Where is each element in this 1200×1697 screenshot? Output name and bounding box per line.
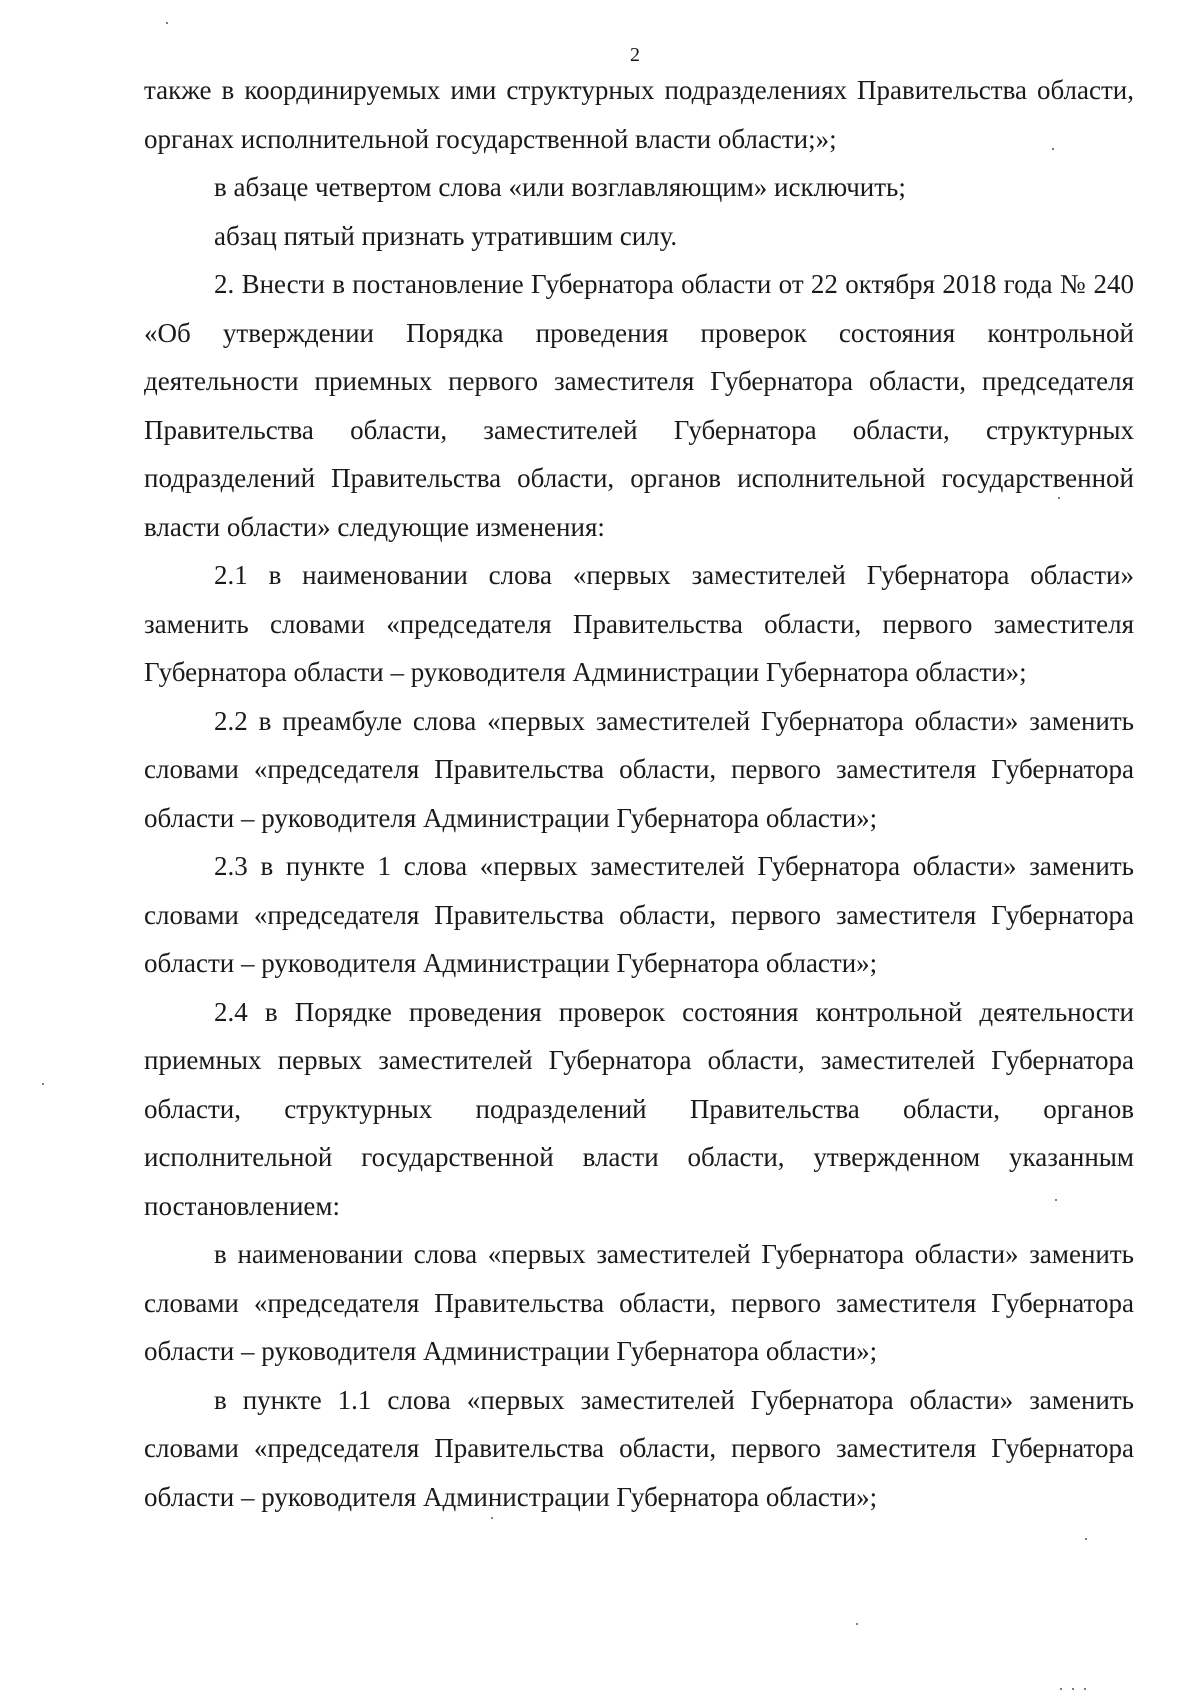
scan-speck xyxy=(1072,1688,1074,1690)
paragraph-clause-1-1: в пункте 1.1 слова «первых заместителей Губернатора области» заменить словами «председателя Правительства области, первого заместителя Губернатора области – руководителя Администрации Губернатора области»; xyxy=(144,1384,1134,1512)
paragraph-title-change: в наименовании слова «первых заместителей Губернатора области» заменить словами «председателя Правительства области, первого заместителя Губернатора области – руководителя Администрации Губернатора области»; xyxy=(144,1239,1134,1366)
document-body xyxy=(144,66,1134,1521)
paragraph-item-2-1: 2.1 в наименовании слова «первых заместителей Губернатора области» заменить словами «председателя Правительства области, первого заместителя Губернатора области – руководителя Администрации Губернатора области»; xyxy=(144,560,1134,687)
scan-speck xyxy=(42,1083,44,1085)
paragraph-item-2-4: 2.4 в Порядке проведения проверок состояния контрольной деятельности приемных первых заместителей Губернатора области, заместителей Губернатора области, структурных подразделений Правительства области, органов исполнительной государственной власти области, утвержденном указанным постановлением: xyxy=(144,996,1134,1221)
page-number: 2 xyxy=(630,44,640,66)
paragraph-continuation: также в координируемых ими структурных подразделениях Правительства области, органах исполнительной государственной власти области;»; xyxy=(144,75,1134,154)
scan-speck xyxy=(1058,497,1060,499)
scan-speck xyxy=(1055,1199,1057,1201)
paragraph-abzac-5: абзац пятый признать утратившим силу. xyxy=(214,220,678,251)
paragraph-item-2-3: 2.3 в пункте 1 слова «первых заместителей Губернатора области» заменить словами «председателя Правительства области, первого заместителя Губернатора области – руководителя Администрации Губернатора области»; xyxy=(144,851,1134,978)
scan-speck xyxy=(1052,148,1054,150)
scan-speck xyxy=(856,1623,858,1625)
paragraph-item-2: 2. Внести в постановление Губернатора области от 22 октября 2018 года № 240 «Об утверждении Порядка проведения проверок состояния контрольной деятельности приемных первого заместителя Губернатора области, председателя Правительства области, заместителей Губернатора области, структурных подразделений Правительства области, органов исполнительной государственной власти области» следующие изменения: xyxy=(144,269,1134,542)
scan-speck xyxy=(166,22,168,24)
scan-speck xyxy=(1084,1688,1086,1690)
paragraph-item-2-2: 2.2 в преамбуле слова «первых заместителей Губернатора области» заменить словами «председателя Правительства области, первого заместителя Губернатора области – руководителя Администрации Губернатора области»; xyxy=(144,705,1134,833)
scan-speck xyxy=(1060,1688,1062,1690)
paragraph-abzac-4: в абзаце четвертом слова «или возглавляющим» исключить; xyxy=(214,172,906,202)
scan-speck xyxy=(491,1517,493,1519)
scan-speck xyxy=(1085,1538,1087,1540)
